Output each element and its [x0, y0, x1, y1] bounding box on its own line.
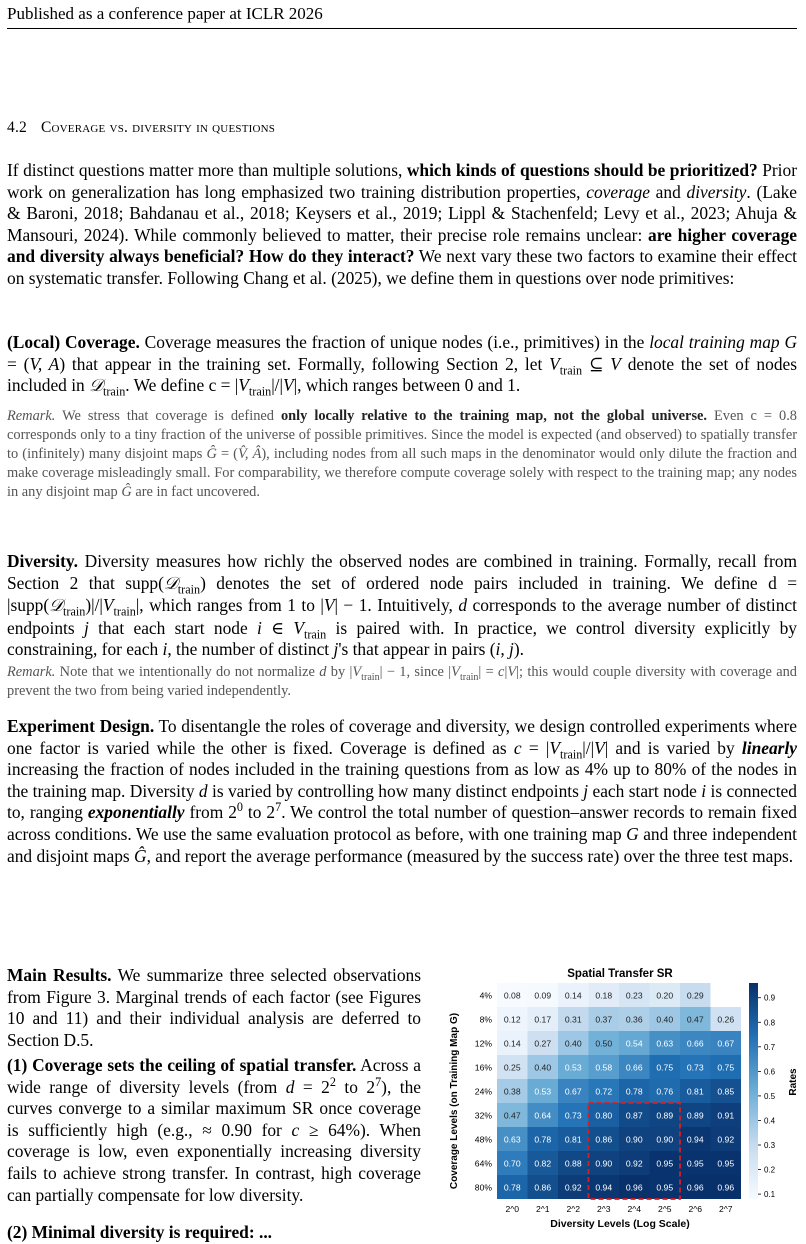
cell-value-label: 0.73 [564, 1110, 582, 1121]
cell-value-label: 0.40 [534, 1062, 552, 1073]
cell-value-label: 0.95 [656, 1182, 674, 1193]
cell-value-label: 0.50 [595, 1038, 613, 1049]
cell-value-label: 0.78 [625, 1086, 643, 1097]
cell-value-label: 0.75 [717, 1062, 735, 1073]
cell-value-label: 0.20 [656, 990, 674, 1001]
cell-value-label: 0.53 [564, 1062, 582, 1073]
cell-value-label: 0.96 [625, 1182, 643, 1193]
y-tick-label: 64% [474, 1158, 492, 1169]
cell-value-label: 0.76 [656, 1086, 674, 1097]
cell-value-label: 0.12 [503, 1014, 521, 1025]
cell-value-label: 0.38 [503, 1086, 521, 1097]
coverage-remark: Remark. We stress that coverage is defined only locally relative to the training map, not the global universe. Even c = 0.8 corresponds only to a tiny fraction of the universe of possible primitives. Since the model is expected (and observed) to spatially transfer to (infinitely) many disjoint maps Ĝ = (V̂, Â), including nodes from all such maps in the denominator would only dilute the fraction and make coverage misleadingly small. For comparability, we therefore compute coverage solely with respect to the training map; any nodes in any disjoint map Ĝ are in fact uncovered. [7, 408, 797, 500]
cell-value-label: 0.63 [656, 1038, 674, 1049]
cell-value-label: 0.88 [564, 1158, 582, 1169]
colorbar-tick-label: 0.1 [764, 1190, 776, 1200]
cell-value-label: 0.86 [534, 1182, 552, 1193]
colorbar-tick-label: 0.6 [764, 1067, 776, 1077]
x-tick-label: 2^3 [596, 1204, 611, 1214]
y-tick-label: 80% [474, 1182, 492, 1193]
y-tick-label: 24% [474, 1086, 492, 1097]
cell-value-label: 0.90 [595, 1158, 613, 1169]
cell-value-label: 0.96 [717, 1182, 735, 1193]
x-tick-label: 2^7 [718, 1204, 733, 1214]
cell-value-label: 0.63 [503, 1134, 521, 1145]
cell-value-label: 0.92 [564, 1182, 582, 1193]
cell-value-label: 0.81 [686, 1086, 704, 1097]
cell-value-label: 0.53 [534, 1086, 552, 1097]
x-tick-label: 2^2 [566, 1204, 581, 1214]
coverage-ceiling-paragraph: (1) Coverage sets the ceiling of spatial transfer. Across a wide range of diversity levels (from $d = 2^2$ to $2^7$), the curves converge to a similar maximum SR once coverage is sufficiently high (e.g., ≈ 0.90 for c ≥ 64%). When coverage is low, even exponentially increasing diversity fails to achieve strong transfer. In contrast, high coverage can partially compensate for low diversity. [7, 1055, 422, 1205]
main-results-paragraph: Main Results. We summarize three selected observations from Figure 3. Marginal trends of each factor (see Figures 10 and 11) and their individual analysis are deferred to Section D.5. [7, 965, 421, 1050]
colorbar-tick-label: 0.4 [764, 1116, 776, 1126]
cell-value-label: 0.89 [656, 1110, 674, 1121]
cell-value-label: 0.64 [534, 1110, 552, 1121]
cell-value-label: 0.14 [503, 1038, 521, 1049]
cell-value-label: 0.67 [564, 1086, 582, 1097]
coverage-heading: (Local) Coverage. [7, 332, 140, 352]
colorbar-tick-label: 0.7 [764, 1042, 776, 1052]
cell-value-label: 0.23 [625, 990, 643, 1001]
cell-value-label: 0.72 [595, 1086, 613, 1097]
cell-value-label: 0.82 [534, 1158, 552, 1169]
chart-title: Spatial Transfer SR [567, 968, 673, 980]
colorbar-tick-label: 0.5 [764, 1091, 776, 1101]
cell-value-label: 0.37 [595, 1014, 613, 1025]
running-header: Published as a conference paper at ICLR 2026 [7, 4, 323, 23]
y-axis-label: Coverage Levels (on Training Map G) [449, 1012, 460, 1190]
colorbar [749, 983, 758, 1199]
heatmap-cell-empty [711, 983, 742, 1007]
experiment-design-heading: Experiment Design. [7, 716, 155, 736]
main-results-heading: Main Results. [7, 965, 112, 985]
cell-value-label: 0.31 [564, 1014, 582, 1025]
cell-value-label: 0.78 [534, 1134, 552, 1145]
cell-value-label: 0.54 [625, 1038, 643, 1049]
cell-value-label: 0.87 [625, 1110, 643, 1121]
cell-value-label: 0.73 [686, 1062, 704, 1073]
cell-value-label: 0.70 [503, 1158, 521, 1169]
coverage-paragraph: (Local) Coverage. Coverage measures the fraction of unique nodes (i.e., primitives) in the local training map G = (V, A) that appear in the training set. Formally, following Section 2, let $V_{train}$ ⊆ V denote the set of nodes included in 𝒟$_{train}$. We define $c = |V_{train}|/|V|$, which ranges between 0 and 1. [7, 332, 798, 399]
cell-value-label: 0.81 [564, 1134, 582, 1145]
diversity-heading: Diversity. [7, 551, 78, 571]
x-axis-label: Diversity Levels (Log Scale) [550, 1218, 690, 1230]
y-tick-label: 8% [479, 1014, 492, 1025]
y-tick-label: 4% [479, 990, 492, 1001]
x-tick-label: 2^5 [657, 1204, 672, 1214]
experiment-design-paragraph: Experiment Design. To disentangle the roles of coverage and diversity, we design controlled experiments where one factor is varied while the other is fixed. Coverage is defined as $c = |V_{train}|/|V|$ and is varied by linearly increasing the fraction of nodes included in the training questions from as low as 4% up to 80% of the nodes in the training map. Diversity d is varied by controlling how many distinct endpoints j each start node i is connected to, ranging exponentially from $2^0$ to $2^7$. We control the total number of question–answer records to remain fixed across conditions. We use the same evaluation protocol as before, with one training map G and three independent and disjoint maps Ĝ, and report the average performance (measured by the success rate) over the three test maps. [7, 716, 797, 866]
cell-value-label: 0.92 [625, 1158, 643, 1169]
colorbar-label: Rates [788, 1068, 799, 1096]
cell-value-label: 0.85 [717, 1086, 735, 1097]
cell-value-label: 0.58 [595, 1062, 613, 1073]
cell-value-label: 0.95 [717, 1158, 735, 1169]
cell-value-label: 0.25 [503, 1062, 521, 1073]
cell-value-label: 0.95 [656, 1158, 674, 1169]
x-tick-label: 2^0 [505, 1204, 520, 1214]
colorbar-tick-label: 0.8 [764, 1018, 776, 1028]
coverage-ceiling-heading: (1) Coverage sets the ceiling of spatial transfer. [7, 1055, 357, 1075]
cell-value-label: 0.86 [595, 1134, 613, 1145]
header-rule [7, 28, 797, 29]
colorbar-tick-label: 0.2 [764, 1165, 776, 1175]
cell-value-label: 0.40 [564, 1038, 582, 1049]
cell-value-label: 0.94 [686, 1134, 704, 1145]
diversity-paragraph: Diversity. Diversity measures how richly the observed nodes are combined in training. Formally, recall from Section 2 that supp(𝒟$_{train}$) denotes the set of ordered node pairs included in training. We define $d = |supp(𝒟_{train})|/|V_{train}|$, which ranges from 1 to |V| − 1. Intuitively, d corresponds to the average number of distinct endpoints j that each start node i ∈ $V_{train}$ is paired with. In practice, we control diversity explicitly by constraining, for each i, the number of distinct j's that appear in pairs (i, j). [7, 551, 797, 660]
section-title [7, 119, 275, 137]
cell-value-label: 0.75 [656, 1062, 674, 1073]
y-tick-label: 12% [474, 1038, 492, 1049]
cell-value-label: 0.27 [534, 1038, 552, 1049]
intro-paragraph: If distinct questions matter more than multiple solutions, which kinds of questions should be prioritized? Prior work on generalization has long emphasized two training distribution properties, coverage and diversity. (Lake & Baroni, 2018; Bahdanau et al., 2018; Keysers et al., 2019; Lippl & Stachenfeld; Levy et al., 2023; Ahuja & Mansouri, 2024). While commonly believed to matter, their precise role remains unclear: are higher coverage and diversity always beneficial? How do they interact? We next vary these two factors to examine their effect on systematic transfer. Following Chang et al. (2025), we define them in questions over node primitives: [7, 160, 798, 288]
x-tick-label: 2^6 [688, 1204, 703, 1214]
cell-value-label: 0.92 [717, 1134, 735, 1145]
y-tick-label: 32% [474, 1110, 492, 1121]
cell-value-label: 0.94 [595, 1182, 613, 1193]
cell-value-label: 0.90 [625, 1134, 643, 1145]
cell-value-label: 0.40 [656, 1014, 674, 1025]
cell-value-label: 0.95 [686, 1158, 704, 1169]
section-number: 4.2 [7, 119, 27, 136]
cell-value-label: 0.91 [717, 1110, 735, 1121]
cell-value-label: 0.47 [503, 1110, 521, 1121]
colorbar-tick-label: 0.9 [764, 993, 776, 1003]
cell-value-label: 0.89 [686, 1110, 704, 1121]
cell-value-label: 0.78 [503, 1182, 521, 1193]
cell-value-label: 0.90 [656, 1134, 674, 1145]
y-tick-label: 16% [474, 1062, 492, 1073]
diversity-remark: Remark. Note that we intentionally do not normalize d by $|V_{train}| - 1$, since $|V_{train}| = c|V|$; this would couple diversity with coverage and prevent the two from being varied independently. [7, 664, 797, 699]
cell-value-label: 0.47 [686, 1014, 704, 1025]
cell-value-label: 0.80 [595, 1110, 613, 1121]
y-tick-label: 48% [474, 1134, 492, 1145]
cell-value-label: 0.26 [717, 1014, 735, 1025]
cell-value-label: 0.96 [686, 1182, 704, 1193]
section-name: Coverage vs. diversity in questions [40, 119, 276, 136]
cell-value-label: 0.66 [686, 1038, 704, 1049]
cell-value-label: 0.14 [564, 990, 582, 1001]
cell-value-label: 0.67 [717, 1038, 735, 1049]
cell-value-label: 0.66 [625, 1062, 643, 1073]
cell-value-label: 0.29 [686, 990, 704, 1001]
cell-value-label: 0.09 [534, 990, 552, 1001]
minimal-diversity-paragraph: (2) Minimal diversity is required: ... [7, 1222, 273, 1242]
cell-value-label: 0.18 [595, 990, 613, 1001]
x-tick-label: 2^4 [627, 1204, 642, 1214]
cell-value-label: 0.08 [503, 990, 521, 1001]
cell-value-label: 0.17 [534, 1014, 552, 1025]
colorbar-tick-label: 0.3 [764, 1141, 776, 1150]
cell-value-label: 0.36 [625, 1014, 643, 1025]
spatial-transfer-heatmap [440, 966, 806, 1232]
x-tick-label: 2^1 [535, 1204, 550, 1214]
